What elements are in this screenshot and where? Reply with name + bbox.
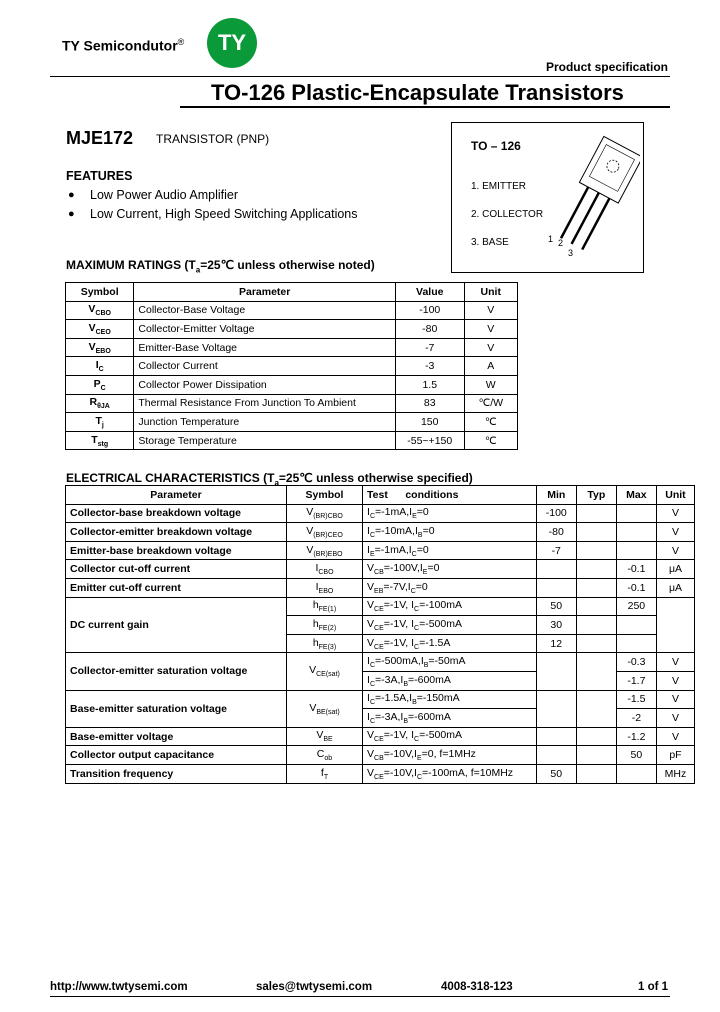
table-header-row: Parameter Symbol Test conditions Min Typ Max Unit xyxy=(66,486,695,505)
feature-item: Low Current, High Speed Switching Applications xyxy=(90,207,358,221)
part-type: TRANSISTOR (PNP) xyxy=(156,132,270,146)
symbol: V xyxy=(316,729,324,742)
symbol: I xyxy=(315,580,319,593)
table-row: $V_{CBO}$ Collector-Base Voltage -100 V xyxy=(66,301,518,320)
pin-label: 1. EMITTER xyxy=(471,181,527,192)
table-row: Collector-emitter saturation voltage $V_{CE(sat)}$ $I_C=-500mA,I_B=-50mA$ -0.3 V xyxy=(66,653,695,672)
table-row: $h_{FE(3)}$ $V_{CE}=-1V$, $I_C=-1.5A$ 12 xyxy=(66,634,695,653)
table-row: Emitter-base breakdown voltage $V_{(BR)EBO}$ $I_E=-1mA,I_C=0$ -7 V xyxy=(66,541,695,560)
pin-number: 2 xyxy=(558,238,564,248)
max-ratings-table xyxy=(65,282,518,450)
symbol: V xyxy=(88,340,96,353)
features-heading: FEATURES xyxy=(66,169,133,183)
table-row: $T_{stg}$ Storage Temperature -55~+150 ℃ xyxy=(66,431,518,450)
table-row: Collector-base breakdown voltage $V_{(BR)CBO}$ $I_C=-1mA,I_E=0$ -100 V xyxy=(66,504,695,523)
symbol: h xyxy=(312,617,319,630)
product-specification: Product specification xyxy=(545,60,668,74)
table-row: Collector-emitter breakdown voltage $V_{(BR)CEO}$ $I_C=-10mA,I_B=0$ -80 V xyxy=(66,523,695,542)
part-number: MJE172 xyxy=(66,128,134,148)
table-row: Transition frequency $f_T$ $V_{CE}=-10V,I_C=-100mA$, f=10MHz 50 MHz xyxy=(66,764,695,783)
table-row: Base-emitter saturation voltage $V_{BE(sat)}$ $I_C=-1.5A,I_B=-150mA$ -1.5 V xyxy=(66,690,695,709)
symbol: P xyxy=(93,377,101,390)
table-row: $P_C$ Collector Power Dissipation 1.5 W xyxy=(66,375,518,394)
table-row: $I_C=-3A,I_B=-600mA$ -2 V xyxy=(66,709,695,728)
table-row: $V_{CEO}$ Collector-Emitter Voltage -80 V xyxy=(66,320,518,339)
pin-number: 1 xyxy=(548,234,554,244)
symbol: V xyxy=(306,524,314,537)
table-row: $R_{\theta JA}$ Thermal Resistance From Junction To Ambient 83 ℃/W xyxy=(66,394,518,413)
page-title: TO-126 Plastic-Encapsulate Transistors xyxy=(211,80,624,105)
symbol: T xyxy=(95,414,102,427)
symbol: V xyxy=(309,701,317,714)
table-row: Emitter cut-off current $I_{EBO}$ $V_{EB}=-7V,I_C=0$ -0.1 μA xyxy=(66,578,695,597)
table-row: Base-emitter voltage $V_{BE}$ $V_{CE}=-1V$, $I_C=-500mA$ -1.2 V xyxy=(66,727,695,746)
symbol: f xyxy=(320,766,324,779)
symbol: V xyxy=(88,321,96,334)
symbol: V xyxy=(309,664,317,677)
symbol: V xyxy=(306,543,314,556)
table-row: Collector cut-off current $I_{CBO}$ $V_{CB}=-100V,I_E=0$ -0.1 μA xyxy=(66,560,695,579)
footer-email[interactable]: sales@twtysemi.com xyxy=(256,981,373,993)
table-row: $I_C=-3A,I_B=-600mA$ -1.7 V xyxy=(66,671,695,690)
table-row: DC current gain $h_{FE(1)}$ $V_{CE}=-1V$, $I_C=-100mA$ 50 250 xyxy=(66,597,695,616)
symbol: C xyxy=(316,748,325,761)
symbol: h xyxy=(312,636,319,649)
table-row: $I_C$ Collector Current -3 A xyxy=(66,357,518,376)
ty-logo-icon: TY xyxy=(207,18,257,68)
package-name: TO – 126 xyxy=(471,139,521,153)
brand-name: TY Semicondutor® xyxy=(62,37,185,54)
electrical-table xyxy=(65,485,695,784)
symbol: h xyxy=(312,599,319,612)
footer-phone: 4008-318-123 xyxy=(441,981,513,993)
to126-package-icon xyxy=(540,128,640,263)
page-number: 1 of 1 xyxy=(638,981,669,993)
registered-mark: ® xyxy=(177,37,185,47)
pin-number: 3 xyxy=(568,248,574,258)
symbol: R xyxy=(89,396,98,409)
feature-item: Low Power Audio Amplifier xyxy=(90,188,238,202)
table-row: Collector output capacitance $C_{ob}$ $V_{CB}=-10V,I_E=0$, f=1MHz 50 pF xyxy=(66,746,695,765)
header-rule xyxy=(50,76,670,77)
bullet-icon: ● xyxy=(68,208,75,220)
symbol: I xyxy=(315,562,319,575)
footer-url[interactable]: http://www.twtysemi.com xyxy=(50,981,188,993)
bullet-icon: ● xyxy=(68,189,75,201)
symbol: V xyxy=(88,303,96,316)
table-row: $h_{FE(2)}$ $V_{CE}=-1V$, $I_C=-500mA$ 30 xyxy=(66,616,695,635)
pin-label: 2. COLLECTOR xyxy=(471,209,544,220)
symbol: V xyxy=(306,506,314,519)
table-row: $V_{EBO}$ Emitter-Base Voltage -7 V xyxy=(66,338,518,357)
symbol: T xyxy=(91,433,98,446)
symbol: I xyxy=(95,359,99,372)
max-ratings-heading: MAXIMUM RATINGS ($T_a=25℃$ unless otherwise noted) xyxy=(66,258,375,275)
title-rule xyxy=(180,106,670,108)
table-header-row: Symbol Parameter Value Unit xyxy=(66,283,518,302)
pin-label: 3. BASE xyxy=(471,237,509,248)
footer-rule xyxy=(50,996,670,997)
table-row: $T_j$ Junction Temperature 150 ℃ xyxy=(66,413,518,432)
electrical-heading: ELECTRICAL CHARACTERISTICS ($T_a=25℃$ unless otherwise specified) xyxy=(66,471,473,488)
